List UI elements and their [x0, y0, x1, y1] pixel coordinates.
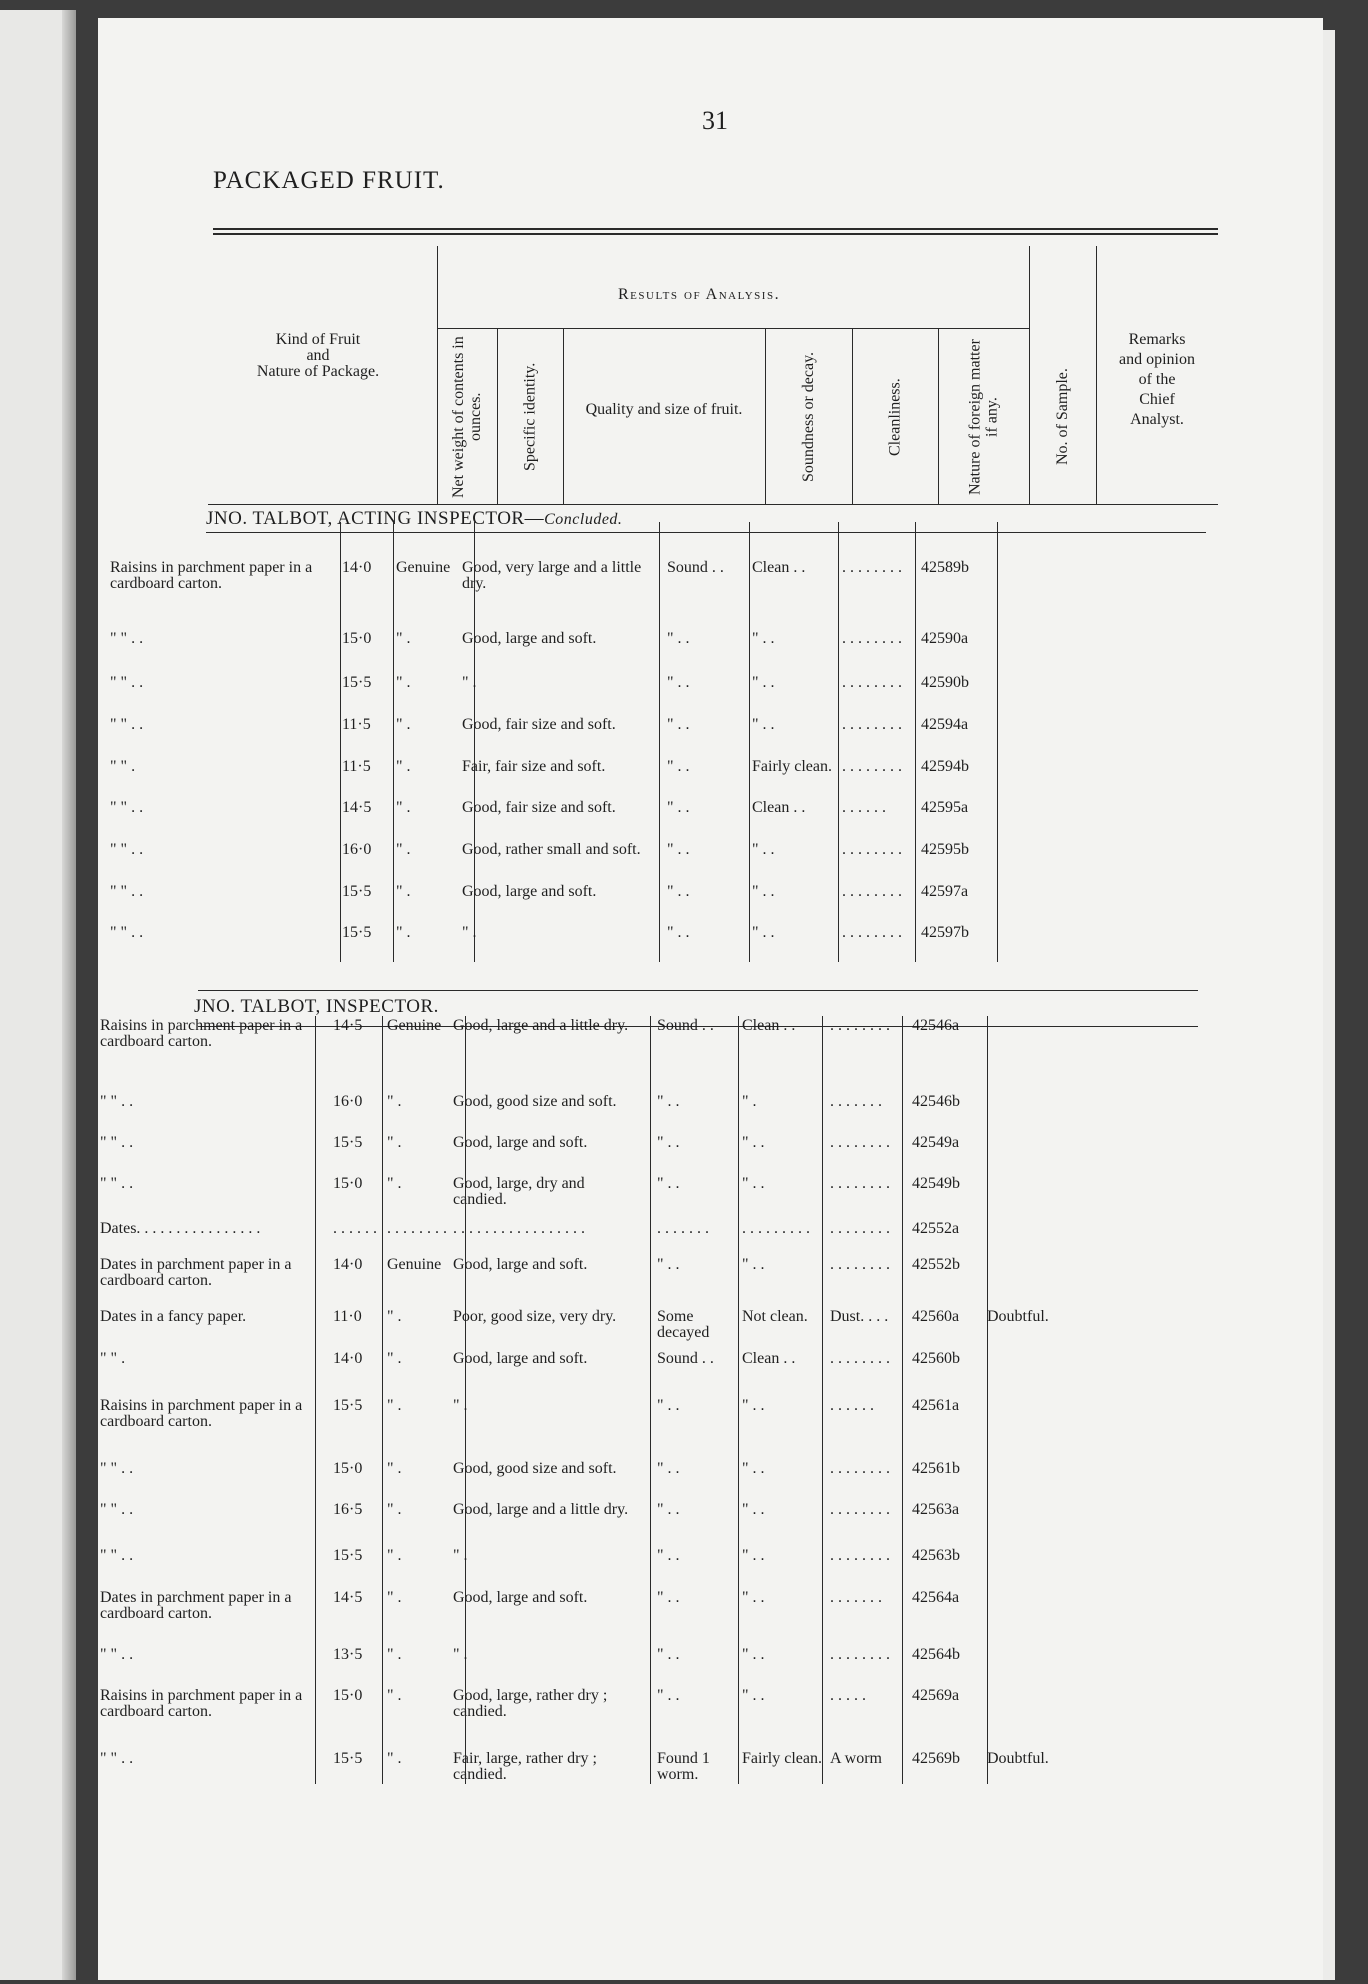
cell-cleanliness: " . .: [742, 1547, 765, 1564]
column-rule: [393, 522, 394, 962]
cell-sample: 42590a: [921, 630, 969, 647]
cell-sample: 42564a: [912, 1589, 960, 1606]
cell-sample: 42549b: [912, 1175, 960, 1192]
column-rule: [997, 522, 998, 962]
cell-foreign: . . . . . . . .: [830, 1350, 890, 1367]
cell-foreign: . . . . . . . .: [842, 559, 902, 576]
cell-sample: 42595a: [921, 799, 969, 816]
cell-quality: Poor, good size, very dry.: [453, 1308, 617, 1325]
header-net-weight: Net weight of contents in ounces.: [450, 336, 484, 498]
cell-sample: 42563a: [912, 1501, 960, 1518]
cell-quality: " .: [462, 924, 477, 941]
cell-quality: Good, large and soft.: [453, 1134, 588, 1151]
cell-cleanliness: Fairly clean.: [752, 758, 832, 775]
cell-sample: 42569a: [912, 1687, 960, 1704]
cell-cleanliness: " . .: [752, 841, 775, 858]
cell-cleanliness: Clean . .: [752, 799, 806, 816]
cell-kind: " " . .: [100, 1501, 134, 1518]
header-foreign-matter: Nature of foreign matter if any.: [966, 339, 1001, 495]
header-sample-no: No. of Sample.: [1054, 368, 1071, 466]
cell-foreign: . . . . . . . .: [830, 1175, 890, 1192]
cell-cleanliness: " . .: [752, 630, 775, 647]
cell-identity: " .: [387, 1460, 402, 1477]
cell-cleanliness: " . .: [742, 1397, 765, 1414]
header-soundness: Soundness or decay.: [800, 351, 817, 483]
cell-cleanliness: " . .: [742, 1460, 765, 1477]
cell-foreign: Dust. . . .: [830, 1308, 889, 1325]
column-rule: [749, 522, 750, 962]
cell-soundness: Sound . .: [657, 1350, 714, 1367]
cell-identity: " .: [396, 883, 411, 900]
cell-kind: " " . .: [110, 841, 144, 858]
cell-weight: 15·5: [342, 924, 372, 941]
cell-sample: 42564b: [912, 1646, 960, 1663]
cell-weight: 11·0: [333, 1308, 362, 1325]
cell-soundness: " . .: [667, 799, 690, 816]
cell-soundness: " . .: [667, 674, 690, 691]
cell-identity: " .: [396, 674, 411, 691]
cell-sample: 42561b: [912, 1460, 960, 1477]
cell-kind: Raisins in parchment paper in a cardboard carton.: [110, 559, 313, 592]
header-quality: Quality and size of fruit.: [585, 401, 743, 418]
header-bottom-rule: [208, 504, 1218, 505]
cell-weight: 15·5: [333, 1547, 363, 1564]
cell-soundness: " . .: [657, 1547, 680, 1564]
cell-quality: Good, rather small and soft.: [462, 841, 641, 858]
cell-weight: 14·0: [342, 559, 372, 576]
cell-sample: 42597a: [921, 883, 969, 900]
cell-kind: Dates in parchment paper in a cardboard carton.: [100, 1256, 292, 1289]
cell-soundness: " . .: [657, 1589, 680, 1606]
cell-kind: " " . .: [110, 630, 144, 647]
cell-quality: Good, large, dry and candied.: [453, 1175, 585, 1208]
cell-weight: 13·5: [333, 1646, 363, 1663]
column-rule: [340, 522, 341, 962]
cell-cleanliness: Clean . .: [742, 1350, 796, 1367]
header-kind: Kind of Fruit and Nature of Package.: [256, 331, 380, 380]
cell-soundness: Found 1 worm.: [657, 1750, 710, 1783]
cell-soundness: " . .: [667, 758, 690, 775]
cell-cleanliness: Not clean.: [742, 1308, 808, 1325]
cell-kind: Dates in a fancy paper.: [100, 1308, 247, 1325]
cell-soundness: " . .: [657, 1646, 680, 1663]
header-divider: [1096, 246, 1097, 504]
cell-kind: " " . .: [110, 674, 144, 691]
cell-soundness: " . .: [657, 1460, 680, 1477]
cell-quality: Good, large and soft.: [453, 1589, 588, 1606]
right-page-edge: [1323, 30, 1335, 1980]
cell-sample: 42569b: [912, 1750, 960, 1767]
cell-weight: 14·5: [333, 1017, 363, 1034]
cell-quality: Fair, large, rather dry ; candied.: [453, 1750, 597, 1783]
cell-weight: . . . . . .: [333, 1220, 377, 1237]
cell-cleanliness: . . . . . . . . .: [742, 1220, 810, 1237]
cell-soundness: " . .: [657, 1687, 680, 1704]
cell-soundness: Sound . .: [667, 559, 724, 576]
column-rule: [382, 1016, 383, 1784]
cell-soundness: Sound . .: [657, 1017, 714, 1034]
cell-weight: 14·0: [333, 1256, 363, 1273]
section-rule: [198, 990, 1198, 991]
column-rule: [987, 1016, 988, 1784]
cell-kind: " " . .: [110, 883, 144, 900]
header-results-group: Results of Analysis.: [618, 286, 781, 303]
cell-kind: " " .: [110, 758, 136, 775]
cell-quality: Good, good size and soft.: [453, 1460, 617, 1477]
top-rule-second: [213, 233, 1218, 235]
cell-soundness: " . .: [657, 1134, 680, 1151]
cell-sample: 42595b: [921, 841, 969, 858]
cell-foreign: . . . . . .: [830, 1397, 874, 1414]
cell-quality: . . . . . . . . . . . . . . . . .: [453, 1220, 585, 1237]
cell-soundness: " . .: [657, 1397, 680, 1414]
cell-quality: " .: [462, 674, 477, 691]
cell-cleanliness: " . .: [752, 883, 775, 900]
cell-sample: 42546b: [912, 1093, 960, 1110]
cell-identity: " .: [396, 924, 411, 941]
cell-identity: " .: [387, 1093, 402, 1110]
cell-foreign: . . . . . . . .: [842, 841, 902, 858]
cell-cleanliness: " . .: [742, 1687, 765, 1704]
cell-sample: 42563b: [912, 1547, 960, 1564]
column-rule: [659, 522, 660, 962]
cell-weight: 16·0: [333, 1093, 363, 1110]
cell-cleanliness: " . .: [752, 924, 775, 941]
cell-identity: " .: [387, 1687, 402, 1704]
cell-foreign: . . . . . . . .: [830, 1256, 890, 1273]
cell-weight: 15·5: [333, 1134, 363, 1151]
cell-soundness: . . . . . . .: [657, 1220, 709, 1237]
section-title-acting-inspector: JNO. TALBOT, ACTING INSPECTOR—Concluded.: [206, 508, 623, 529]
top-rule: [213, 228, 1218, 230]
cell-identity: " .: [387, 1646, 402, 1663]
cell-soundness: " . .: [667, 716, 690, 733]
cell-identity: " .: [387, 1397, 402, 1414]
cell-foreign: . . . . . . . .: [842, 924, 902, 941]
cell-quality: " .: [453, 1646, 468, 1663]
cell-foreign: . . . . . . . .: [830, 1501, 890, 1518]
cell-sample: 42560b: [912, 1350, 960, 1367]
cell-foreign: . . . . . .: [842, 799, 886, 816]
header-divider: [563, 328, 564, 504]
cell-foreign: . . . . . . . .: [830, 1460, 890, 1477]
cell-foreign: . . . . . . . .: [842, 883, 902, 900]
cell-quality: " .: [453, 1547, 468, 1564]
cell-quality: Good, fair size and soft.: [462, 716, 616, 733]
cell-remarks: Doubtful.: [987, 1308, 1049, 1325]
cell-kind: " " . .: [100, 1646, 134, 1663]
cell-cleanliness: " . .: [742, 1175, 765, 1192]
cell-foreign: . . . . . . . .: [842, 630, 902, 647]
cell-foreign: . . . . . . .: [830, 1589, 882, 1606]
cell-kind: " " . .: [100, 1547, 134, 1564]
document-page: [98, 18, 1323, 1980]
cell-sample: 42560a: [912, 1308, 960, 1325]
cell-quality: Good, good size and soft.: [453, 1093, 617, 1110]
cell-soundness: " . .: [667, 924, 690, 941]
page-number: 31: [702, 106, 728, 135]
cell-quality: Good, very large and a little dry.: [462, 559, 642, 592]
cell-quality: Good, large and soft.: [462, 883, 597, 900]
cell-identity: " .: [387, 1134, 402, 1151]
cell-cleanliness: Clean . .: [752, 559, 806, 576]
cell-quality: Good, large, rather dry ; candied.: [453, 1687, 608, 1720]
cell-cleanliness: " . .: [752, 674, 775, 691]
left-page-edge: [0, 10, 76, 1980]
cell-kind: " " . .: [110, 716, 144, 733]
cell-sample: 42549a: [912, 1134, 960, 1151]
cell-foreign: . . . . . . . .: [830, 1017, 890, 1034]
cell-identity: " .: [387, 1501, 402, 1518]
cell-kind: " " . .: [110, 924, 144, 941]
cell-foreign: . . . . . . . .: [842, 716, 902, 733]
cell-sample: 42594a: [921, 716, 969, 733]
cell-weight: 15·0: [333, 1687, 363, 1704]
cell-foreign: . . . . . . . .: [830, 1220, 890, 1237]
cell-identity: " .: [396, 799, 411, 816]
cell-foreign: . . . . . . . .: [830, 1547, 890, 1564]
cell-weight: 14·5: [333, 1589, 363, 1606]
cell-identity: " .: [387, 1589, 402, 1606]
cell-cleanliness: " . .: [742, 1256, 765, 1273]
cell-identity: Genuine: [387, 1017, 442, 1034]
cell-sample: 42597b: [921, 924, 969, 941]
cell-weight: 15·5: [342, 674, 372, 691]
cell-weight: 15·5: [333, 1750, 363, 1767]
cell-soundness: " . .: [667, 630, 690, 647]
cell-weight: 11·5: [342, 716, 371, 733]
cell-identity: . . . . . . . .: [387, 1220, 447, 1237]
header-cleanliness: Cleanliness.: [886, 378, 904, 456]
cell-weight: 16·5: [333, 1501, 363, 1518]
header-identity: Specific identity.: [521, 362, 539, 472]
cell-foreign: . . . . . . . .: [830, 1134, 890, 1151]
cell-quality: " .: [453, 1397, 468, 1414]
cell-identity: " .: [387, 1175, 402, 1192]
cell-identity: " .: [387, 1547, 402, 1564]
column-rule: [838, 522, 839, 962]
cell-identity: " .: [396, 630, 411, 647]
cell-kind: " " . .: [100, 1750, 134, 1767]
cell-identity: " .: [396, 758, 411, 775]
cell-sample: 42561a: [912, 1397, 960, 1414]
cell-foreign: A worm: [830, 1750, 882, 1767]
cell-quality: Fair, fair size and soft.: [462, 758, 606, 775]
cell-cleanliness: " .: [742, 1093, 757, 1110]
cell-foreign: . . . . . . . .: [830, 1646, 890, 1663]
cell-soundness: Some decayed: [657, 1308, 710, 1341]
cell-weight: 14·0: [333, 1350, 363, 1367]
cell-kind: Raisins in parchment paper in a cardboard carton.: [100, 1687, 303, 1720]
cell-kind: Raisins in parchment paper in a cardboard carton.: [100, 1017, 303, 1050]
cell-weight: 16·0: [342, 841, 372, 858]
header-remarks: Remarks and opinion of the Chief Analyst.: [1119, 331, 1195, 428]
cell-kind: " " . .: [100, 1134, 134, 1151]
cell-cleanliness: " . .: [742, 1134, 765, 1151]
cell-foreign: . . . . .: [830, 1687, 866, 1704]
cell-weight: 15·0: [342, 630, 372, 647]
cell-remarks: Doubtful.: [987, 1750, 1049, 1767]
cell-weight: 15·5: [342, 883, 372, 900]
cell-soundness: " . .: [667, 841, 690, 858]
cell-weight: 15·0: [333, 1460, 363, 1477]
cell-quality: Good, large and a little dry.: [453, 1017, 629, 1034]
cell-foreign: . . . . . . .: [830, 1093, 882, 1110]
results-subrule: [437, 328, 1029, 329]
cell-identity: Genuine: [387, 1256, 442, 1273]
cell-weight: 15·5: [333, 1397, 363, 1414]
column-rule: [650, 1016, 651, 1784]
cell-kind: Raisins in parchment paper in a cardboard carton.: [100, 1397, 303, 1430]
cell-identity: " .: [396, 841, 411, 858]
cell-soundness: " . .: [667, 883, 690, 900]
page-title: PACKAGED FRUIT.: [213, 167, 445, 194]
cell-identity: " .: [387, 1750, 402, 1767]
cell-weight: 15·0: [333, 1175, 363, 1192]
cell-identity: " .: [387, 1308, 402, 1325]
cell-kind: " " . .: [100, 1460, 134, 1477]
section-title-inspector: JNO. TALBOT, INSPECTOR.: [194, 996, 439, 1017]
cell-sample: 42594b: [921, 758, 969, 775]
cell-kind: " " . .: [100, 1175, 134, 1192]
cell-cleanliness: " . .: [742, 1589, 765, 1606]
cell-quality: Good, large and soft.: [453, 1256, 588, 1273]
cell-cleanliness: Clean . .: [742, 1017, 796, 1034]
cell-cleanliness: " . .: [742, 1501, 765, 1518]
section-rule: [206, 532, 1206, 533]
cell-cleanliness: " . .: [742, 1646, 765, 1663]
cell-soundness: " . .: [657, 1175, 680, 1192]
cell-quality: Good, large and soft.: [462, 630, 597, 647]
cell-sample: 42552a: [912, 1220, 960, 1237]
cell-identity: " .: [396, 716, 411, 733]
cell-foreign: . . . . . . . .: [842, 758, 902, 775]
cell-identity: Genuine: [396, 559, 451, 576]
cell-kind: " " . .: [110, 799, 144, 816]
cell-sample: 42552b: [912, 1256, 960, 1273]
cell-kind: Dates. . . . . . . . . . . . . . . .: [100, 1220, 261, 1237]
cell-sample: 42546a: [912, 1017, 960, 1034]
cell-soundness: " . .: [657, 1501, 680, 1518]
cell-quality: Good, fair size and soft.: [462, 799, 616, 816]
cell-sample: 42589b: [921, 559, 969, 576]
cell-quality: Good, large and a little dry.: [453, 1501, 629, 1518]
cell-identity: " .: [387, 1350, 402, 1367]
cell-kind: Dates in parchment paper in a cardboard carton.: [100, 1589, 292, 1622]
cell-soundness: " . .: [657, 1093, 680, 1110]
cell-cleanliness: " . .: [752, 716, 775, 733]
cell-cleanliness: Fairly clean.: [742, 1750, 822, 1767]
cell-kind: " " .: [100, 1350, 126, 1367]
cell-quality: Good, large and soft.: [453, 1350, 588, 1367]
cell-sample: 42590b: [921, 674, 969, 691]
cell-weight: 11·5: [342, 758, 371, 775]
cell-soundness: " . .: [657, 1256, 680, 1273]
cell-foreign: . . . . . . . .: [842, 674, 902, 691]
cell-weight: 14·5: [342, 799, 372, 816]
cell-kind: " " . .: [100, 1093, 134, 1110]
